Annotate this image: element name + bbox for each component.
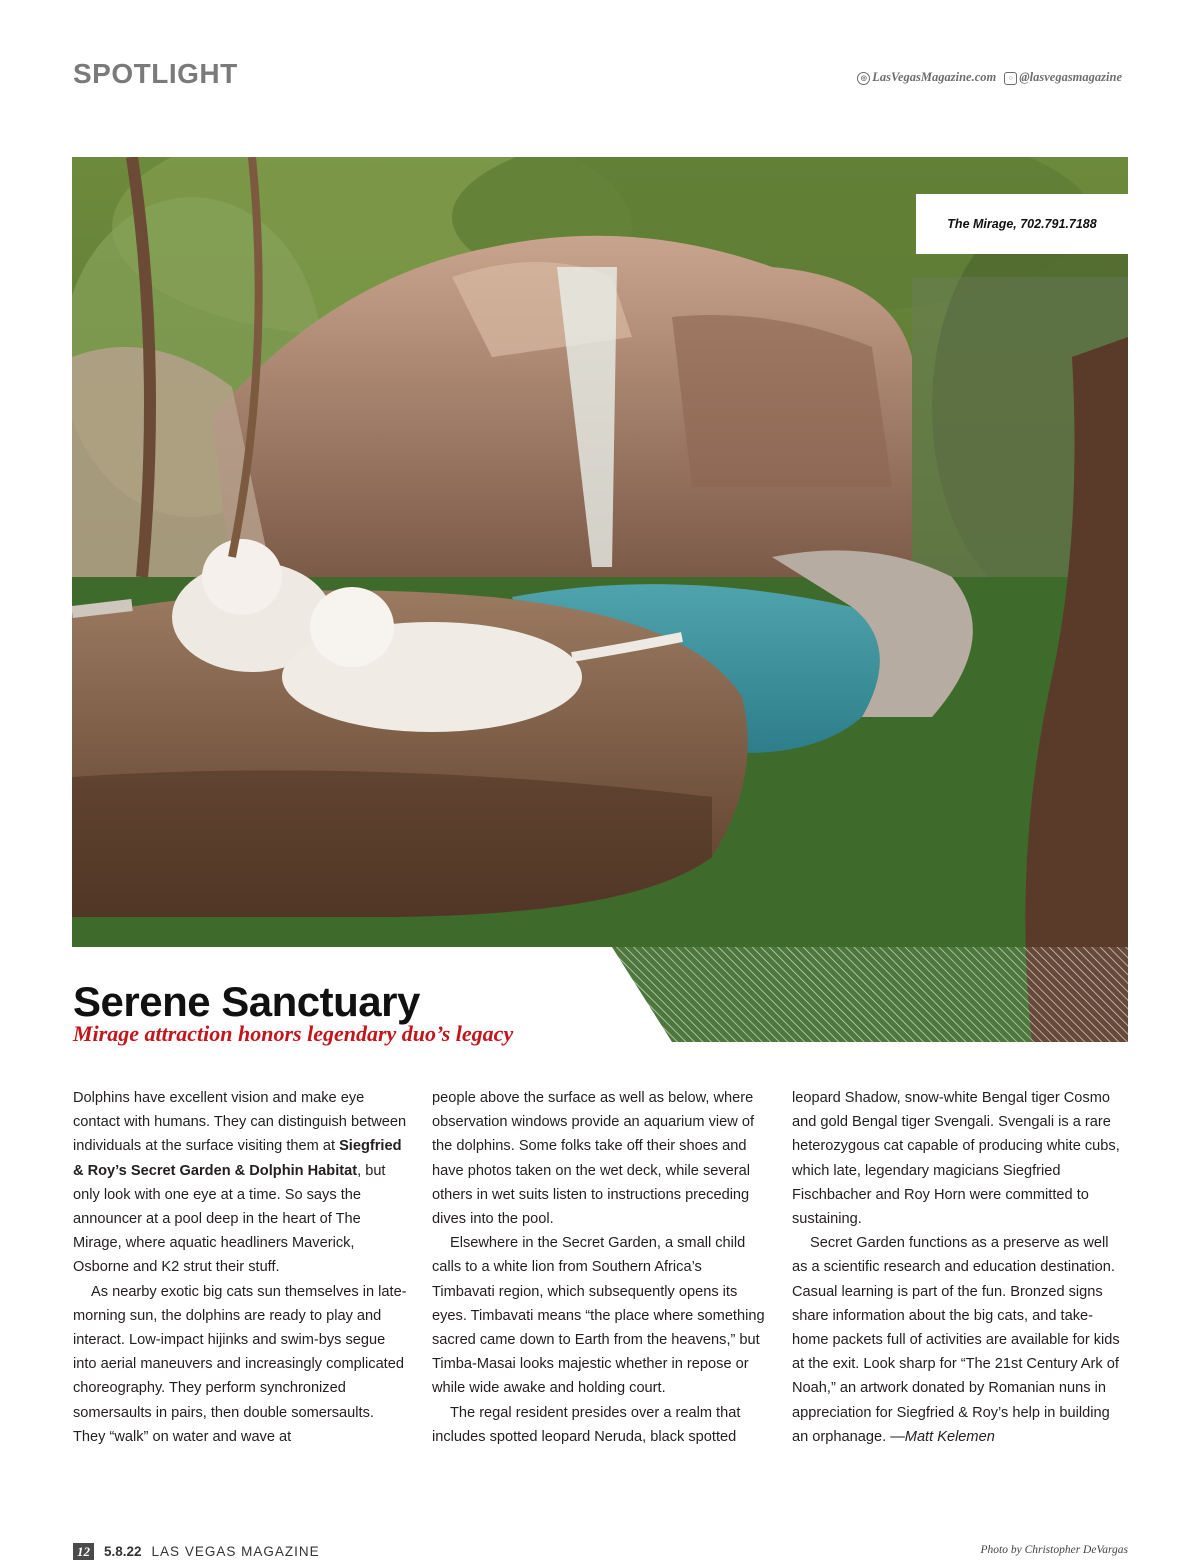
- magazine-name: LAS VEGAS MAGAZINE: [151, 1544, 320, 1559]
- page-footer: [73, 1543, 320, 1560]
- hero-photo: [72, 157, 1128, 1042]
- venue-caption-box: [916, 194, 1128, 254]
- paragraph: The regal resident presides over a realm that includes spotted leopard Neruda, black spotted: [432, 1404, 741, 1445]
- web-icon: ◎: [857, 72, 870, 85]
- paragraph: Elsewhere in the Secret Garden, a small child calls to a white lion from Southern Africa’s Timbavati region, which subsequently opens its eyes. Timbavati means “the place where something sacred came down to Earth from the heavens,” but Timba-Masai looks majestic whether in repose or while wide awake and holding court.: [432, 1235, 765, 1397]
- page-number: 12: [73, 1543, 94, 1560]
- instagram-link[interactable]: ○ @lasvegasmagazine: [1004, 70, 1122, 85]
- photo-credit: Photo by Christopher DeVargas: [980, 1544, 1128, 1556]
- paragraph: people above the surface as well as below, where observation windows provide an aquarium view of the dolphins. Some folks take off their shoes and have photos taken on the wet deck, while several others in wet suits listen to instructions preceding dives into the pool.: [432, 1090, 755, 1228]
- paragraph: Secret Garden functions as a preserve as well as a scientific research and education destination. Casual learning is part of the fun. Bronzed signs share information about the big cats, and take-home packets full of activities are available for kids at the exit. Look sharp for “The 21st Century Ark of Noah,” an artwork donated by Romanian nuns in appreciation for Siegfried & Roy’s help in building an orphanage. —Matt Kelemen: [792, 1235, 1120, 1445]
- section-label: SPOTLIGHT: [73, 58, 238, 89]
- article-column-1: [73, 1086, 408, 1449]
- social-links: [857, 70, 1122, 85]
- byline: —Matt Kelemen: [890, 1428, 995, 1445]
- article-column-2: [432, 1086, 767, 1449]
- paragraph: As nearby exotic big cats sun themselves in late-morning sun, the dolphins are ready to play and interact. Low-impact hijinks and swim-bys segue into aerial maneuvers and increasingly complicated choreography. They perform synchronized somersaults in pairs, then double somersaults. They “walk” on water and wave at: [73, 1283, 407, 1445]
- website-link[interactable]: ◎ LasVegasMagazine.com: [857, 70, 996, 85]
- paragraph: leopard Shadow, snow-white Bengal tiger Cosmo and gold Bengal tiger Svengali. Svengali is a rare heterozygous cat capable of producing white cubs, which late, legendary magicians Siegfried Fischbacher and Roy Horn were committed to sustaining.: [792, 1090, 1120, 1228]
- paragraph: Dolphins have excellent vision and make eye contact with humans. They can distinguish between individuals at the surface visiting them at Siegfried & Roy’s Secret Garden & Dolphin Habitat, but only look with one eye at a time. So says the announcer at a pool deep in the heart of The Mirage, where aquatic headliners Maverick, Osborne and K2 strut their stuff.: [73, 1090, 407, 1276]
- instagram-icon: ○: [1004, 72, 1017, 85]
- article-title: Serene Sanctuary: [73, 978, 420, 1025]
- article-column-3: [792, 1086, 1127, 1449]
- article-subtitle: Mirage attraction honors legendary duo’s legacy: [73, 1021, 514, 1046]
- venue-caption: The Mirage, 702.791.7188: [947, 217, 1097, 231]
- venue-name: Siegfried & Roy’s Secret Garden & Dolphin Habitat: [73, 1138, 402, 1179]
- issue-date: 5.8.22: [104, 1544, 142, 1559]
